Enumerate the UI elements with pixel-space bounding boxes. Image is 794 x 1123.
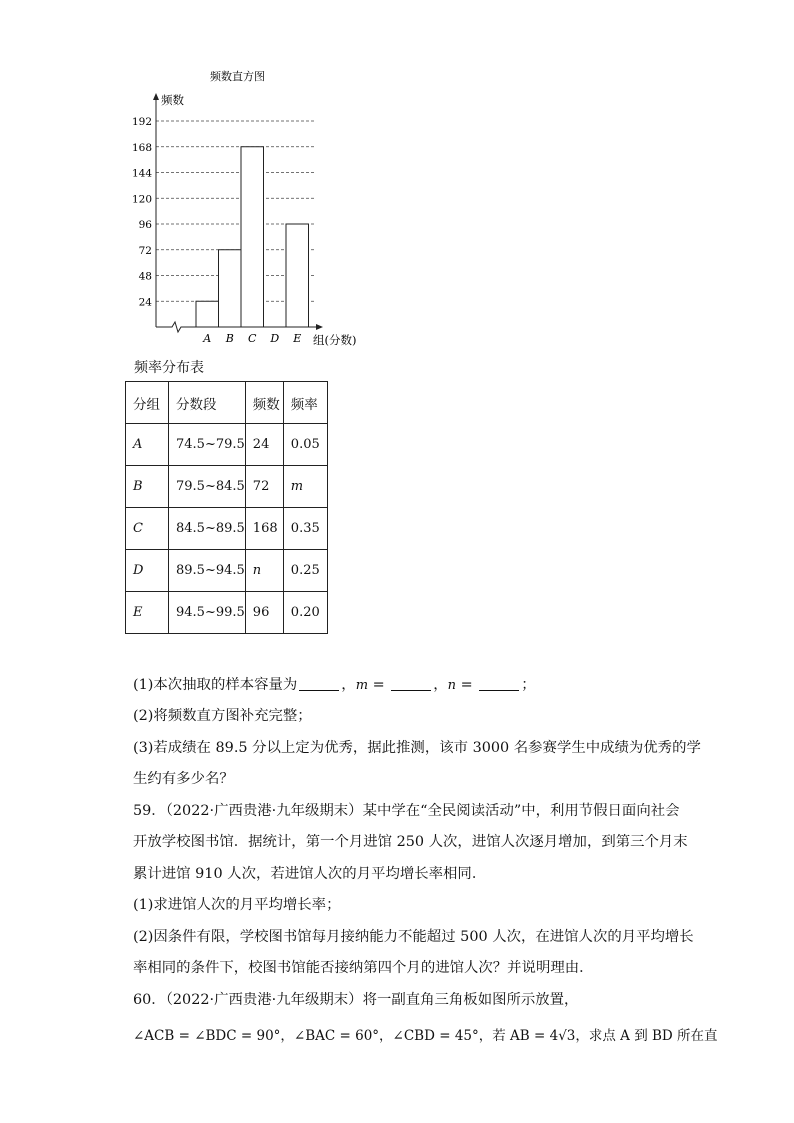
table-cell: 89.5~94.5	[169, 550, 246, 592]
table-cell: 72	[245, 466, 283, 508]
bar-e	[286, 224, 309, 327]
problem-59-part-2-line-1: (2)因条件有限，学校图书馆每月接纳能力不能超过 500 人次，在进馆人次的月平均增长	[133, 929, 694, 945]
table-row	[126, 508, 328, 550]
table-row	[126, 550, 328, 592]
bar-a	[196, 301, 219, 327]
header-cell: 分组	[126, 382, 169, 424]
answer-blank	[479, 676, 519, 691]
table-cell: E	[126, 592, 169, 634]
x-axis-arrow	[316, 324, 323, 330]
x-tick-label: E	[293, 332, 302, 345]
comma: ，	[341, 677, 356, 693]
histogram-title: 频数直方图	[210, 70, 265, 83]
table-cell: 0.25	[283, 550, 327, 592]
y-tick-label: 96	[138, 219, 152, 231]
table-row	[126, 466, 328, 508]
y-tick-label: 144	[131, 167, 152, 180]
table-cell: B	[126, 466, 169, 508]
bar-b	[219, 250, 242, 327]
x-tick-label: D	[270, 332, 280, 345]
problem-60-line-1: 60．（2022·广西贵港·九年级期末）将一副直角三角板如图所示放置，	[133, 992, 579, 1008]
var-n: n	[447, 678, 457, 693]
question-3-line-2: 生约有多少名？	[133, 771, 234, 787]
problem-59-part-2-line-2: 率相同的条件下，校图书馆能否接纳第四个月的进馆人次？并说明理由．	[133, 960, 594, 976]
y-axis-arrow	[153, 93, 159, 100]
frequency-histogram	[0, 0, 794, 360]
question-1-text: (1)本次抽取的样本容量为	[133, 677, 298, 693]
table-cell: 94.5~99.5	[169, 592, 246, 634]
y-tick-label: 120	[131, 193, 152, 206]
comma: ，	[433, 677, 448, 693]
var-m: m	[355, 678, 369, 693]
table-title: 频率分布表	[134, 360, 204, 376]
frequency-table	[125, 381, 328, 634]
equals-sign: =	[456, 677, 478, 693]
table-cell: 0.35	[283, 508, 327, 550]
x-tick-label: B	[225, 332, 234, 345]
y-tick-label: 24	[138, 296, 152, 309]
table-cell: n	[245, 550, 283, 592]
bar-c	[241, 147, 264, 327]
x-axis-label: 组(分数)	[313, 333, 357, 347]
problem-59-line-2: 开放学校图书馆．据统计，第一个月进馆 250 人次，进馆人次逐月增加，到第三个月末	[133, 834, 688, 850]
problem-60-line-2: ∠ACB = ∠BDC = 90°，∠BAC = 60°，∠CBD = 45°，若 AB = 4√3，求点 A 到 BD 所在直	[133, 1028, 718, 1044]
table-cell: 96	[245, 592, 283, 634]
y-axis-label: 频数	[161, 93, 184, 107]
table-cell: A	[126, 424, 169, 466]
problem-59-line-3: 累计进馆 910 人次，若进馆人次的月平均增长率相同．	[133, 866, 487, 882]
table-row	[126, 424, 328, 466]
semicolon: ；	[521, 677, 536, 693]
answer-blank	[299, 676, 339, 691]
table-cell: C	[126, 508, 169, 550]
header-cell: 频率	[283, 382, 327, 424]
x-tick-label: A	[203, 332, 212, 345]
y-tick-label: 72	[138, 244, 152, 257]
x-tick-label: C	[248, 332, 257, 345]
answer-blank	[391, 676, 431, 691]
table-cell: D	[126, 550, 169, 592]
table-cell: 84.5~89.5	[169, 508, 246, 550]
table-row	[126, 592, 328, 634]
table-cell: 168	[245, 508, 283, 550]
problem-59-line-1: 59．（2022·广西贵港·九年级期末）某中学在“全民阅读活动”中，利用节假日面向社会	[133, 803, 680, 819]
y-tick-label: 48	[138, 270, 152, 283]
question-3-line-1: (3)若成绩在 89.5 分以上定为优秀，据此推测，该市 3000 名参赛学生中成绩为优秀的学	[133, 740, 701, 756]
question-1-line	[133, 675, 536, 696]
y-tick-label: 192	[131, 116, 152, 128]
header-cell: 分数段	[169, 382, 246, 424]
table-header-row	[126, 382, 328, 424]
question-2: (2)将频数直方图补充完整；	[133, 708, 312, 724]
table-cell: 0.20	[283, 592, 327, 634]
table-cell: 79.5~84.5	[169, 466, 246, 508]
table-cell: m	[283, 466, 327, 508]
table-cell: 74.5~79.5	[169, 424, 246, 466]
header-cell: 频数	[245, 382, 283, 424]
table-cell: 0.05	[283, 424, 327, 466]
problem-59-part-1: (1)求进馆人次的月平均增长率；	[133, 897, 341, 913]
equals-sign: =	[368, 677, 390, 693]
table-cell: 24	[245, 424, 283, 466]
y-tick-label: 168	[131, 141, 152, 154]
